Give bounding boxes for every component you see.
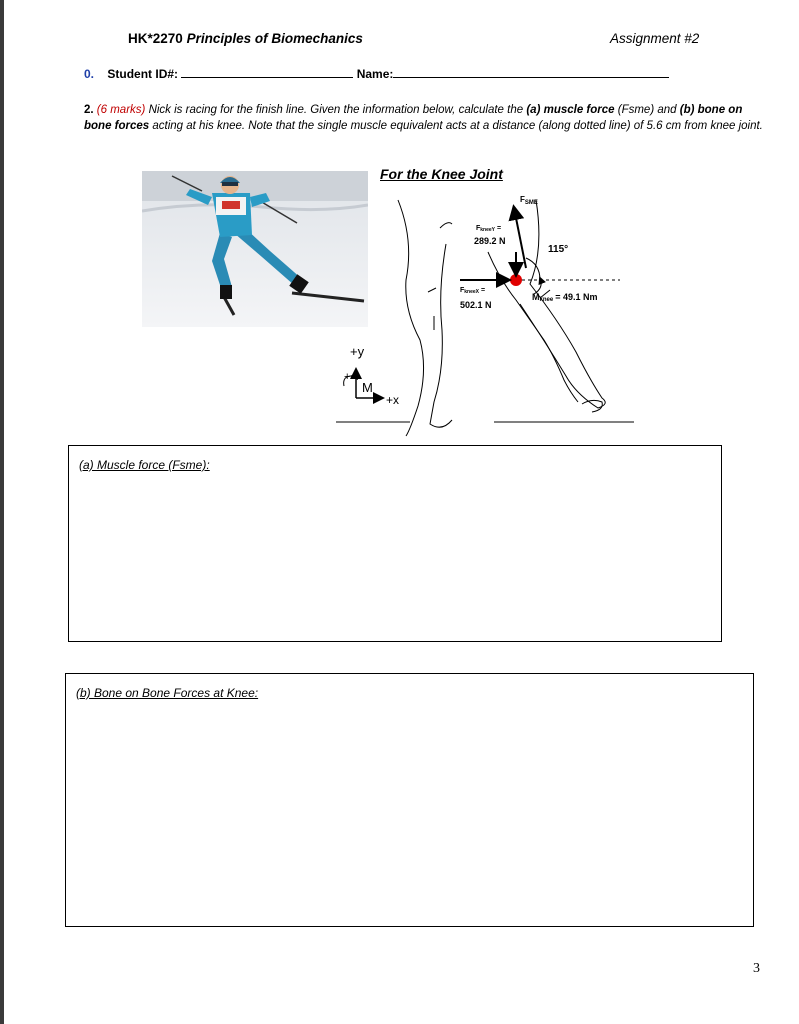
answer-b-label: (b) Bone on Bone Forces at Knee: [76, 686, 259, 700]
moment-sub: knee [539, 297, 554, 303]
item-number: 0. [84, 67, 95, 81]
axis-x-label: +x [386, 393, 400, 407]
svg-text:FSME [520, 195, 538, 206]
question-text-3: acting at his knee. Note that the single muscle equivalent acts at a distance (along dotted line) of 5.6 cm from knee joint. [152, 120, 763, 132]
fkneex-value: 502.1 N [460, 300, 492, 310]
left-leg-outline [398, 200, 424, 436]
fkneey-label: F [476, 225, 481, 232]
axis-moment-label: M [362, 380, 373, 395]
left-leg-inner [430, 244, 452, 427]
axis-plus-label: + [344, 371, 351, 383]
fsme-sub: SME [524, 200, 538, 206]
page-edge [0, 0, 4, 1024]
svg-text:FkneeY= [476, 225, 501, 233]
angle-label: 115° [548, 244, 569, 255]
fkneex-sub: kneeX [464, 289, 480, 295]
answer-a-label: (a) Muscle force (Fsme): [79, 458, 210, 472]
fkneex-eq: = [481, 287, 486, 294]
name-field[interactable] [393, 67, 669, 78]
question-marks: (6 marks) [96, 104, 146, 116]
question-text-2: (Fsme) and [617, 104, 677, 116]
moment-value: = 49.1 Nm [555, 292, 598, 302]
svg-text:Mknee= 49.1 Nm [532, 292, 597, 303]
name-label: Name: [356, 67, 394, 81]
fkneey-value: 289.2 N [474, 236, 506, 246]
student-info-row [84, 67, 669, 81]
svg-text:FkneeX= [460, 287, 485, 295]
student-id-field[interactable] [181, 67, 353, 78]
page-number: 3 [753, 961, 760, 976]
fkneey-sub: kneeY [480, 227, 496, 233]
question-number: 2. [84, 104, 94, 116]
course-code: HK*2270 [128, 31, 183, 46]
fkneey-eq: = [497, 225, 502, 232]
question-text [84, 102, 764, 134]
question-part-b: (b) bone on bone forces [84, 104, 743, 132]
knee-diagram [330, 180, 650, 442]
course-title: Principles of Biomechanics [186, 31, 363, 46]
fkneex-label: F [460, 287, 465, 294]
moment-label: M [532, 292, 540, 302]
question-part-a: (a) muscle force [526, 104, 615, 116]
question-text-1: Nick is racing for the finish line. Given the information below, calculate the [148, 104, 524, 116]
course-header [128, 31, 363, 46]
fsme-label: F [520, 195, 525, 204]
knee-joint-dot [510, 274, 522, 286]
student-id-label: Student ID#: [107, 67, 179, 81]
axis-y-label: +y [350, 344, 365, 359]
diagram-title: For the Knee Joint [380, 166, 503, 182]
answer-box-b[interactable] [65, 673, 754, 927]
assignment-label: Assignment #2 [610, 31, 700, 46]
answer-box-a[interactable] [68, 445, 722, 642]
